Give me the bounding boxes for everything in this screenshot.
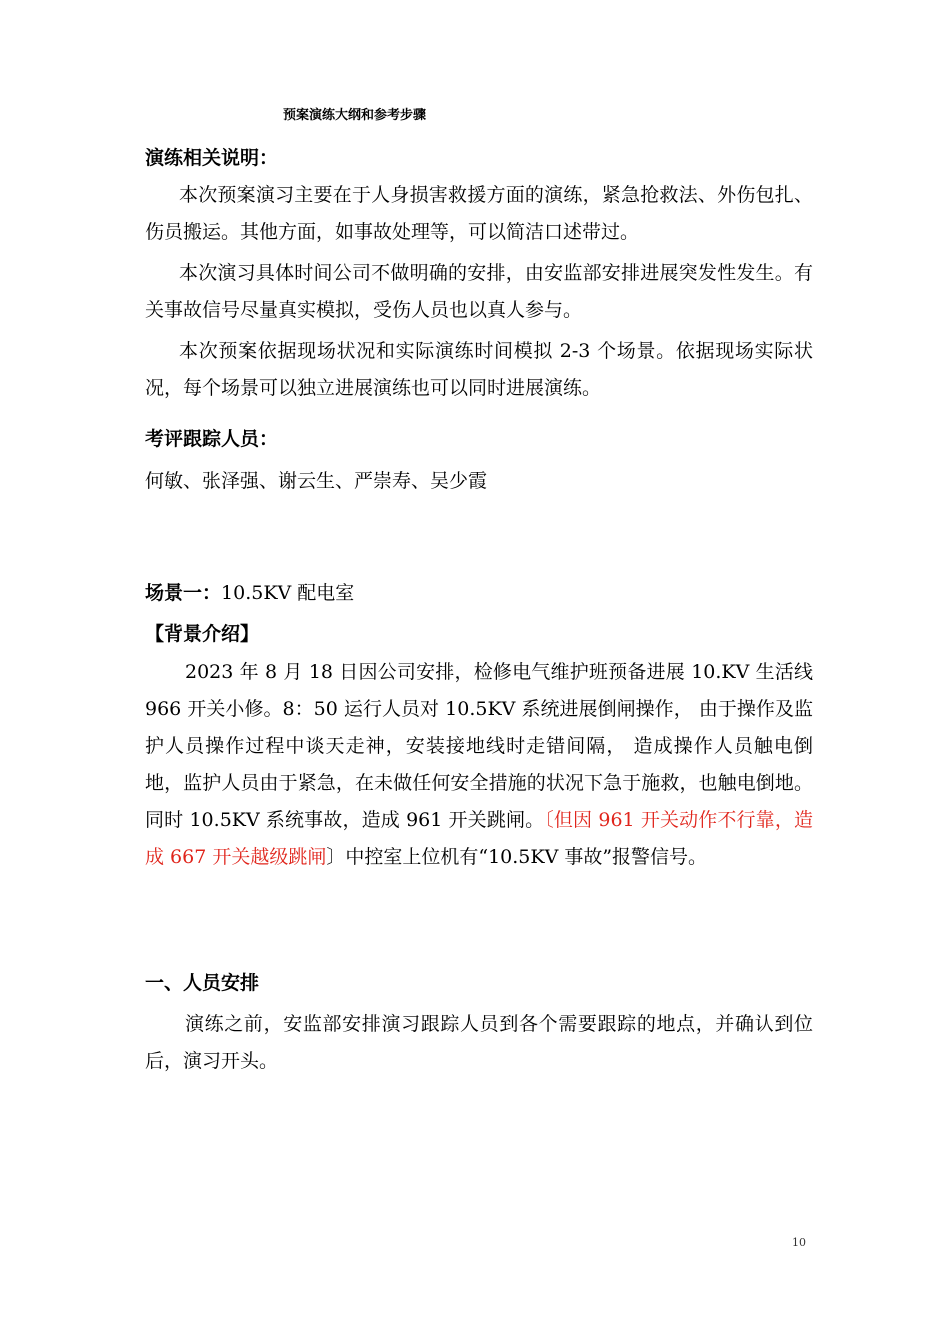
background-heading: 【背景介绍】 [145, 623, 260, 645]
notes-paragraph-1: 本次预案演习主要在于人身损害救援方面的演练，紧急抢救法、外伤包扎、伤员搬运。其他方面，如事故处理等，可以简洁口述带过。 [145, 184, 813, 243]
background-paragraph [145, 654, 813, 876]
scene-heading [145, 578, 354, 608]
reviewers-list: 何敏、张泽强、谢云生、严崇寿、吴少霞 [145, 470, 488, 492]
notes-paragraph-3: 本次预案依据现场状况和实际演练时间模拟 2-3 个场景。依据现场实际状况，每个场景可以独立进展演练也可以同时进展演练。 [145, 340, 813, 399]
section1-heading: 一、人员安排 [145, 972, 260, 994]
page-number: 10 [792, 1236, 806, 1249]
background-text: 2023 年 8 月 18 日因公司安排，检修电气维护班预备进展 10.KV 生活线 966 开关小修。8：50 运行人员对 10.5KV 系统进展倒闸操作， 由于操作及监护人员操作过程中谈天走神，安装接地线时走错间隔， 造成操作人员触电倒地，监护人员由于紧急，在未做任何安全措施的状况下急于施救，也触电倒地。同时 10.5KV 系统事故，造成 961 开关跳闸。 [145, 661, 813, 831]
scene-value: 10.5KV 配电室 [221, 582, 355, 604]
notes-paragraph-2: 本次演习具体时间公司不做明确的安排，由安监部安排进展突发性发生。有关事故信号尽量真实模拟，受伤人员也以真人参与。 [145, 262, 813, 321]
reviewers-heading: 考评跟踪人员： [145, 428, 279, 450]
section1-paragraph: 演练之前，安监部安排演习跟踪人员到各个需要跟踪的地点，并确认到位后，演习开头。 [145, 1013, 813, 1072]
document-title: 预案演练大纲和参考步骤 [283, 108, 427, 123]
background-text-highlight: 〔但因 961 开关动作不行靠，造成 667 开关越级跳闸 [145, 809, 813, 868]
scene-label: 场景一： [145, 582, 222, 604]
background-text-end: 〕中控室上位机有“10.5KV 事故”报警信号。 [326, 846, 708, 868]
notes-heading: 演练相关说明： [145, 147, 279, 169]
